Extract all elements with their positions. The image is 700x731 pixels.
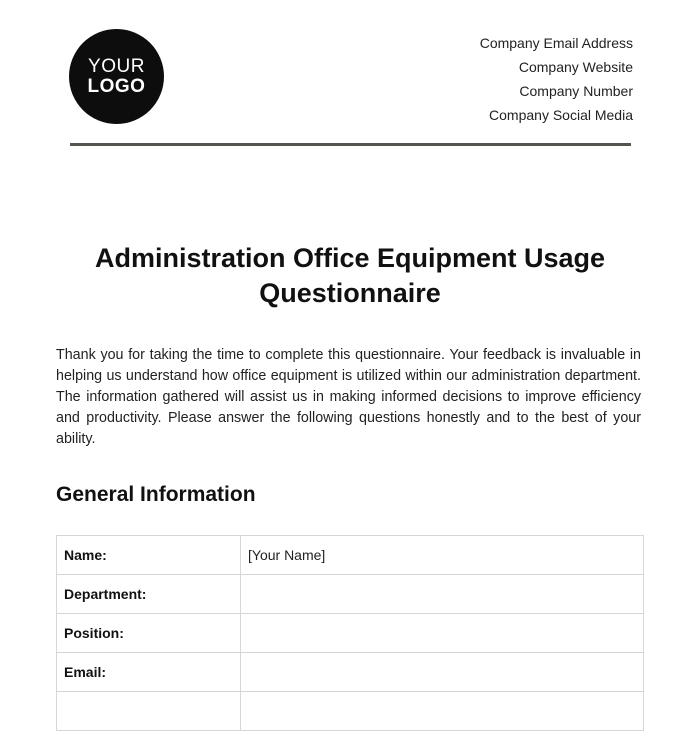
logo-text-logo: LOGO xyxy=(87,76,146,97)
field-value-department[interactable] xyxy=(241,575,644,614)
field-label-department: Department: xyxy=(57,575,241,614)
header-divider xyxy=(70,143,631,146)
company-logo xyxy=(69,29,164,124)
field-label-position: Position: xyxy=(57,614,241,653)
general-information-table xyxy=(56,535,644,731)
table-row xyxy=(57,614,644,653)
field-label-name: Name: xyxy=(57,536,241,575)
field-value-email[interactable] xyxy=(241,653,644,692)
company-website: Company Website xyxy=(518,59,633,75)
field-value-next[interactable] xyxy=(241,692,644,731)
company-contact-block xyxy=(480,31,633,127)
field-label-email: Email: xyxy=(57,653,241,692)
table-row xyxy=(57,653,644,692)
section-heading-general-information: General Information xyxy=(56,483,256,506)
field-label-next xyxy=(57,692,241,731)
table-row xyxy=(57,536,644,575)
table-row xyxy=(57,575,644,614)
document-title: Administration Office Equipment Usage Questionnaire xyxy=(94,243,606,308)
logo-text-your: YOUR xyxy=(88,56,145,77)
field-value-position[interactable] xyxy=(241,614,644,653)
table-row xyxy=(57,692,644,731)
company-number: Company Number xyxy=(519,83,633,99)
company-social-media: Company Social Media xyxy=(489,107,633,123)
company-email: Company Email Address xyxy=(479,35,633,51)
intro-paragraph: Thank you for taking the time to complete this questionnaire. Your feedback is invaluable in helping us understand how office equipment is utilized within our administration department. The information gathered will assist us in making informed decisions to improve efficiency and productivity. Please answer the following questions honestly and to the best of your ability. xyxy=(56,347,641,447)
field-value-name[interactable]: [Your Name] xyxy=(241,536,644,575)
